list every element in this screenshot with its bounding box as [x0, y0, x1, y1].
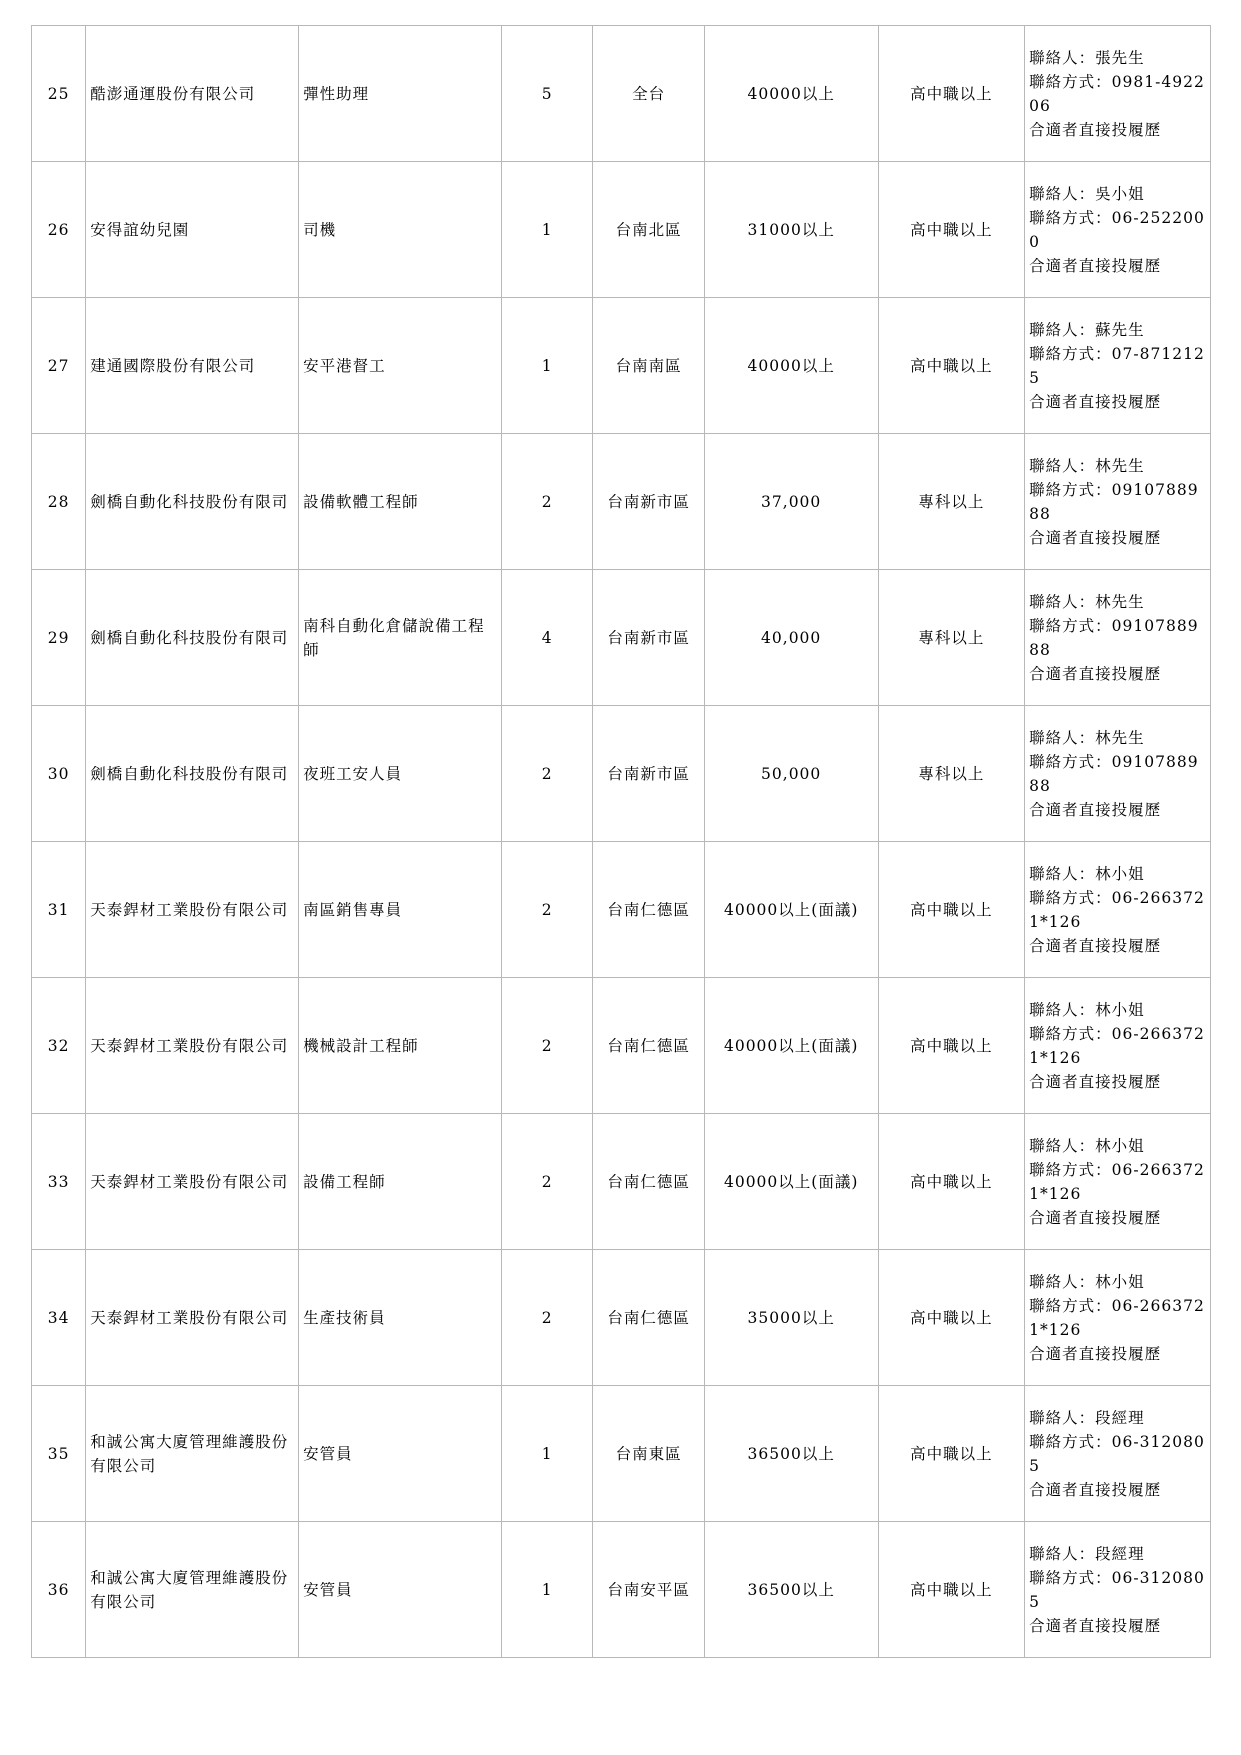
contact-person-line [1029, 1542, 1206, 1566]
education-cell: 高中職以上 [878, 26, 1025, 162]
table-row [32, 978, 1211, 1114]
contact-method-label: 聯絡方式： [1029, 1296, 1112, 1315]
company-cell: 劍橋自動化科技股份有限司 [86, 434, 299, 570]
contact-cell [1025, 26, 1211, 162]
contact-phone: 06-3120805 [1029, 1432, 1205, 1475]
contact-method-line [1029, 614, 1206, 662]
education-cell: 專科以上 [878, 706, 1025, 842]
contact-person-label: 聯絡人： [1029, 728, 1096, 747]
contact-person-line [1029, 318, 1206, 342]
company-cell: 劍橋自動化科技股份有限司 [86, 706, 299, 842]
contact-cell [1025, 1386, 1211, 1522]
contact-person-label: 聯絡人： [1029, 1136, 1096, 1155]
contact-method-label: 聯絡方式： [1029, 480, 1112, 499]
apply-note: 合適者直接投履歷 [1029, 664, 1162, 683]
contact-person-name: 林先生 [1095, 728, 1145, 747]
contact-cell [1025, 1114, 1211, 1250]
headcount-cell: 2 [501, 842, 592, 978]
job-rows [32, 26, 1211, 1658]
table-row [32, 842, 1211, 978]
contact-method-label: 聯絡方式： [1029, 1160, 1112, 1179]
work-area-cell: 台南南區 [593, 298, 704, 434]
contact-method-label: 聯絡方式： [1029, 72, 1112, 91]
contact-person-name: 蘇先生 [1095, 320, 1145, 339]
table-row [32, 298, 1211, 434]
job-title-cell: 設備工程師 [299, 1114, 502, 1250]
contact-person-label: 聯絡人： [1029, 1408, 1096, 1427]
contact-method-label: 聯絡方式： [1029, 616, 1112, 635]
contact-phone: 0981-492206 [1029, 72, 1205, 115]
company-cell: 天泰銲材工業股份有限公司 [86, 978, 299, 1114]
salary-cell: 36500以上 [704, 1522, 878, 1658]
job-title-cell: 機械設計工程師 [299, 978, 502, 1114]
apply-note: 合適者直接投履歷 [1029, 256, 1162, 275]
job-title-cell: 設備軟體工程師 [299, 434, 502, 570]
contact-method-label: 聯絡方式： [1029, 1432, 1112, 1451]
contact-person-name: 段經理 [1095, 1544, 1145, 1563]
contact-phone: 06-2663721*126 [1029, 1296, 1205, 1339]
education-cell: 高中職以上 [878, 162, 1025, 298]
apply-note: 合適者直接投履歷 [1029, 1072, 1162, 1091]
work-area-cell: 台南新市區 [593, 434, 704, 570]
row-number-cell: 28 [32, 434, 86, 570]
row-number-cell: 27 [32, 298, 86, 434]
table-row [32, 26, 1211, 162]
contact-person-line [1029, 1406, 1206, 1430]
job-title-cell: 安管員 [299, 1386, 502, 1522]
salary-cell: 35000以上 [704, 1250, 878, 1386]
headcount-cell: 1 [501, 162, 592, 298]
contact-cell [1025, 1522, 1211, 1658]
job-title-cell: 彈性助理 [299, 26, 502, 162]
contact-person-name: 張先生 [1095, 48, 1145, 67]
education-cell: 高中職以上 [878, 1250, 1025, 1386]
work-area-cell: 台南仁德區 [593, 978, 704, 1114]
contact-method-line [1029, 1158, 1206, 1206]
company-cell: 劍橋自動化科技股份有限司 [86, 570, 299, 706]
table-row [32, 570, 1211, 706]
salary-cell: 36500以上 [704, 1386, 878, 1522]
contact-person-name: 林小姐 [1095, 1272, 1145, 1291]
apply-note: 合適者直接投履歷 [1029, 528, 1162, 547]
education-cell: 高中職以上 [878, 1386, 1025, 1522]
company-cell: 天泰銲材工業股份有限公司 [86, 1250, 299, 1386]
work-area-cell: 台南北區 [593, 162, 704, 298]
contact-cell [1025, 434, 1211, 570]
contact-person-line [1029, 726, 1206, 750]
contact-person-name: 林小姐 [1095, 864, 1145, 883]
education-cell: 專科以上 [878, 570, 1025, 706]
contact-person-label: 聯絡人： [1029, 184, 1096, 203]
salary-cell: 31000以上 [704, 162, 878, 298]
table-row [32, 1522, 1211, 1658]
contact-person-label: 聯絡人： [1029, 456, 1096, 475]
table-row [32, 162, 1211, 298]
contact-cell [1025, 570, 1211, 706]
contact-person-label: 聯絡人： [1029, 1272, 1096, 1291]
education-cell: 高中職以上 [878, 842, 1025, 978]
contact-method-line [1029, 750, 1206, 798]
work-area-cell: 台南安平區 [593, 1522, 704, 1658]
work-area-cell: 台南仁德區 [593, 842, 704, 978]
row-number-cell: 32 [32, 978, 86, 1114]
contact-person-line [1029, 454, 1206, 478]
work-area-cell: 台南新市區 [593, 706, 704, 842]
contact-person-line [1029, 1134, 1206, 1158]
work-area-cell: 台南東區 [593, 1386, 704, 1522]
headcount-cell: 5 [501, 26, 592, 162]
contact-person-label: 聯絡人： [1029, 592, 1096, 611]
work-area-cell: 台南仁德區 [593, 1114, 704, 1250]
contact-person-line [1029, 590, 1206, 614]
row-number-cell: 30 [32, 706, 86, 842]
contact-person-label: 聯絡人： [1029, 864, 1096, 883]
table-row [32, 1386, 1211, 1522]
company-cell: 和誠公寓大廈管理維護股份有限公司 [86, 1386, 299, 1522]
contact-phone: 06-3120805 [1029, 1568, 1205, 1611]
contact-person-label: 聯絡人： [1029, 1000, 1096, 1019]
contact-person-label: 聯絡人： [1029, 320, 1096, 339]
headcount-cell: 2 [501, 434, 592, 570]
job-title-cell: 安管員 [299, 1522, 502, 1658]
job-listing-sheet [31, 25, 1211, 1658]
headcount-cell: 2 [501, 706, 592, 842]
salary-cell: 40,000 [704, 570, 878, 706]
education-cell: 專科以上 [878, 434, 1025, 570]
apply-note: 合適者直接投履歷 [1029, 1208, 1162, 1227]
contact-method-line [1029, 886, 1206, 934]
salary-cell: 40000以上(面議) [704, 978, 878, 1114]
salary-cell: 40000以上(面議) [704, 1114, 878, 1250]
headcount-cell: 1 [501, 1522, 592, 1658]
education-cell: 高中職以上 [878, 1114, 1025, 1250]
row-number-cell: 26 [32, 162, 86, 298]
contact-phone: 0910788988 [1029, 616, 1199, 659]
job-title-cell: 夜班工安人員 [299, 706, 502, 842]
company-cell: 天泰銲材工業股份有限公司 [86, 1114, 299, 1250]
headcount-cell: 1 [501, 298, 592, 434]
row-number-cell: 29 [32, 570, 86, 706]
contact-person-label: 聯絡人： [1029, 48, 1096, 67]
contact-cell [1025, 1250, 1211, 1386]
contact-method-label: 聯絡方式： [1029, 1024, 1112, 1043]
contact-phone: 06-2663721*126 [1029, 1024, 1205, 1067]
contact-method-line [1029, 1566, 1206, 1614]
contact-method-line [1029, 1430, 1206, 1478]
contact-method-label: 聯絡方式： [1029, 208, 1112, 227]
work-area-cell: 台南新市區 [593, 570, 704, 706]
job-title-cell: 生產技術員 [299, 1250, 502, 1386]
contact-method-label: 聯絡方式： [1029, 344, 1112, 363]
row-number-cell: 34 [32, 1250, 86, 1386]
job-title-cell: 南區銷售專員 [299, 842, 502, 978]
work-area-cell: 全台 [593, 26, 704, 162]
company-cell: 安得誼幼兒園 [86, 162, 299, 298]
contact-cell [1025, 706, 1211, 842]
apply-note: 合適者直接投履歷 [1029, 1616, 1162, 1635]
job-listing-table [31, 25, 1211, 1658]
headcount-cell: 2 [501, 1250, 592, 1386]
contact-person-name: 段經理 [1095, 1408, 1145, 1427]
contact-method-label: 聯絡方式： [1029, 752, 1112, 771]
salary-cell: 40000以上 [704, 298, 878, 434]
contact-person-line [1029, 998, 1206, 1022]
headcount-cell: 1 [501, 1386, 592, 1522]
contact-method-label: 聯絡方式： [1029, 888, 1112, 907]
contact-method-line [1029, 1294, 1206, 1342]
job-title-cell: 安平港督工 [299, 298, 502, 434]
table-row [32, 706, 1211, 842]
contact-phone: 06-2663721*126 [1029, 888, 1205, 931]
table-row [32, 1250, 1211, 1386]
salary-cell: 40000以上 [704, 26, 878, 162]
row-number-cell: 25 [32, 26, 86, 162]
company-cell: 建通國際股份有限公司 [86, 298, 299, 434]
headcount-cell: 2 [501, 978, 592, 1114]
contact-person-line [1029, 862, 1206, 886]
row-number-cell: 31 [32, 842, 86, 978]
contact-person-name: 吳小姐 [1095, 184, 1145, 203]
contact-method-line [1029, 478, 1206, 526]
apply-note: 合適者直接投履歷 [1029, 1480, 1162, 1499]
contact-person-name: 林先生 [1095, 592, 1145, 611]
headcount-cell: 4 [501, 570, 592, 706]
apply-note: 合適者直接投履歷 [1029, 120, 1162, 139]
table-row [32, 434, 1211, 570]
education-cell: 高中職以上 [878, 1522, 1025, 1658]
contact-method-label: 聯絡方式： [1029, 1568, 1112, 1587]
apply-note: 合適者直接投履歷 [1029, 800, 1162, 819]
contact-cell [1025, 978, 1211, 1114]
job-title-cell: 南科自動化倉儲說備工程師 [299, 570, 502, 706]
contact-person-line [1029, 1270, 1206, 1294]
contact-method-line [1029, 206, 1206, 254]
company-cell: 天泰銲材工業股份有限公司 [86, 842, 299, 978]
education-cell: 高中職以上 [878, 298, 1025, 434]
work-area-cell: 台南仁德區 [593, 1250, 704, 1386]
contact-phone: 0910788988 [1029, 480, 1199, 523]
job-title-cell: 司機 [299, 162, 502, 298]
contact-phone: 06-2663721*126 [1029, 1160, 1205, 1203]
contact-phone: 0910788988 [1029, 752, 1199, 795]
company-cell: 和誠公寓大廈管理維護股份有限公司 [86, 1522, 299, 1658]
contact-person-line [1029, 182, 1206, 206]
contact-person-label: 聯絡人： [1029, 1544, 1096, 1563]
table-row [32, 1114, 1211, 1250]
contact-cell [1025, 298, 1211, 434]
apply-note: 合適者直接投履歷 [1029, 392, 1162, 411]
salary-cell: 37,000 [704, 434, 878, 570]
company-cell: 酷澎通運股份有限公司 [86, 26, 299, 162]
contact-phone: 07-8712125 [1029, 344, 1205, 387]
education-cell: 高中職以上 [878, 978, 1025, 1114]
contact-cell [1025, 842, 1211, 978]
salary-cell: 50,000 [704, 706, 878, 842]
contact-person-line [1029, 46, 1206, 70]
salary-cell: 40000以上(面議) [704, 842, 878, 978]
headcount-cell: 2 [501, 1114, 592, 1250]
row-number-cell: 36 [32, 1522, 86, 1658]
contact-method-line [1029, 70, 1206, 118]
contact-person-name: 林小姐 [1095, 1136, 1145, 1155]
contact-person-name: 林先生 [1095, 456, 1145, 475]
contact-method-line [1029, 342, 1206, 390]
contact-phone: 06-2522000 [1029, 208, 1205, 251]
apply-note: 合適者直接投履歷 [1029, 936, 1162, 955]
row-number-cell: 35 [32, 1386, 86, 1522]
contact-cell [1025, 162, 1211, 298]
contact-person-name: 林小姐 [1095, 1000, 1145, 1019]
apply-note: 合適者直接投履歷 [1029, 1344, 1162, 1363]
contact-method-line [1029, 1022, 1206, 1070]
row-number-cell: 33 [32, 1114, 86, 1250]
